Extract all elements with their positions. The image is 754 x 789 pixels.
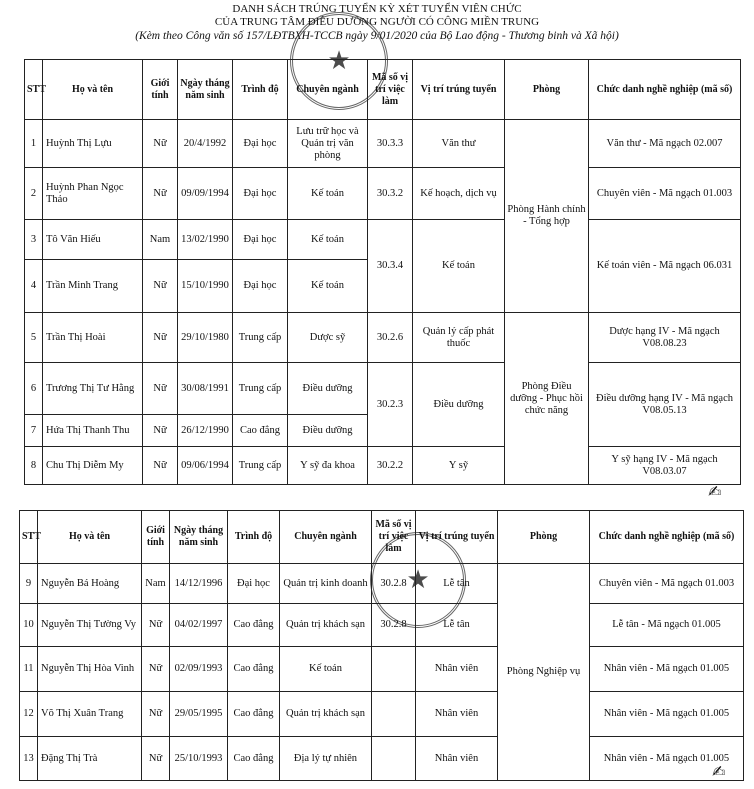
cell-stt: 6 [25,363,43,415]
cell-stt: 12 [20,692,38,737]
cell-level: Đại học [228,564,280,604]
cell-gender: Nữ [143,313,178,363]
table-row [20,564,744,604]
cell-major: Kế toán [280,647,372,692]
col-dob: Ngày tháng năm sinh [178,60,233,120]
cell-code: 30.2.3 [368,363,413,447]
cell-name: Võ Thị Xuân Trang [38,692,142,737]
stamp-star-icon: ★ [327,46,351,75]
cell-dob: 13/02/1990 [178,220,233,260]
cell-level: Trung cấp [233,313,288,363]
cell-major: Lưu trữ học và Quản trị văn phòng [288,120,368,168]
cell-name: Tô Văn Hiếu [43,220,143,260]
document-note: (Kèm theo Công văn số 157/LĐTBXH-TCCB ngày 9/01/2020 của Bộ Lao động - Thương binh và Xã hội) [135,30,619,42]
cell-position: Nhân viên [416,737,498,781]
cell-gender: Nữ [143,260,178,313]
cell-name: Nguyễn Thị Hòa Vinh [38,647,142,692]
cell-major: Quản trị kinh doanh [280,564,372,604]
col-name: Họ và tên [43,60,143,120]
table-row [20,692,744,737]
cell-name: Hứa Thị Thanh Thu [43,415,143,447]
cell-dob: 15/10/1990 [178,260,233,313]
cell-title: Văn thư - Mã ngạch 02.007 [589,120,741,168]
cell-name: Nguyễn Thị Tường Vy [38,604,142,647]
table-row [25,447,741,485]
document-subtitle: CỦA TRUNG TÂM ĐIỀU DƯỠNG NGƯỜI CÓ CÔNG MIỀN TRUNG [214,16,540,28]
table-row [25,220,741,260]
col-name: Họ và tên [38,511,142,564]
recruit-table-1 [24,59,741,485]
cell-gender: Nữ [142,647,170,692]
cell-gender: Nữ [142,604,170,647]
cell-title: Y sỹ hạng IV - Mã ngạch V08.03.07 [589,447,741,485]
cell-gender: Nữ [142,737,170,781]
cell-code: 30.3.2 [368,168,413,220]
col-title: Chức danh nghề nghiệp (mã số) [590,511,744,564]
col-stt: STT [25,60,43,120]
cell-level: Đại học [233,260,288,313]
cell-name: Đặng Thị Trà [38,737,142,781]
cell-gender: Nữ [143,168,178,220]
cell-position: Lễ tân [416,604,498,647]
cell-name: Nguyễn Bá Hoàng [38,564,142,604]
cell-major: Kế toán [288,220,368,260]
cell-level: Cao đẳng [228,692,280,737]
cell-code [372,692,416,737]
cell-gender: Nữ [143,120,178,168]
cell-level: Trung cấp [233,363,288,415]
cell-gender: Nam [142,564,170,604]
cell-stt: 9 [20,564,38,604]
cell-level: Cao đẳng [233,415,288,447]
cell-dob: 29/10/1980 [178,313,233,363]
col-title: Chức danh nghề nghiệp (mã số) [589,60,741,120]
table-header-row [25,60,741,120]
cell-name: Trần Minh Trang [43,260,143,313]
col-major: Chuyên ngành [280,511,372,564]
cell-major: Kế toán [288,260,368,313]
cell-code [372,647,416,692]
cell-gender: Nữ [143,363,178,415]
cell-position: Điều dưỡng [413,363,505,447]
cell-dept-service: Phòng Nghiệp vụ [498,564,590,781]
cell-name: Trần Thị Hoài [43,313,143,363]
col-level: Trình độ [228,511,280,564]
recruit-table-2 [19,510,744,781]
cell-title: Nhân viên - Mã ngạch 01.005 [590,647,744,692]
cell-title: Nhân viên - Mã ngạch 01.005 [590,692,744,737]
cell-level: Cao đẳng [228,647,280,692]
cell-major: Địa lý tự nhiên [280,737,372,781]
cell-gender: Nữ [143,447,178,485]
cell-code: 30.3.4 [368,220,413,313]
cell-gender: Nữ [143,415,178,447]
signature-mark-2: ✍ [712,762,726,781]
cell-dept-admin: Phòng Hành chính - Tổng hợp [505,120,589,313]
cell-level: Đại học [233,120,288,168]
cell-dob: 20/4/1992 [178,120,233,168]
cell-gender: Nam [143,220,178,260]
cell-stt: 11 [20,647,38,692]
cell-major: Điều dưỡng [288,363,368,415]
cell-level: Cao đẳng [228,737,280,781]
cell-name: Trương Thị Tư Hằng [43,363,143,415]
cell-major: Quản trị khách sạn [280,604,372,647]
cell-title: Chuyên viên - Mã ngạch 01.003 [589,168,741,220]
cell-title: Dược hạng IV - Mã ngạch V08.08.23 [589,313,741,363]
cell-dob: 04/02/1997 [170,604,228,647]
cell-code: 30.2.8 [372,564,416,604]
cell-level: Cao đẳng [228,604,280,647]
cell-name: Huỳnh Phan Ngọc Thảo [43,168,143,220]
cell-name: Huỳnh Thị Lựu [43,120,143,168]
cell-stt: 13 [20,737,38,781]
cell-level: Đại học [233,220,288,260]
col-code: Mã số vị trí việc làm [372,511,416,564]
cell-major: Y sỹ đa khoa [288,447,368,485]
cell-position: Kế toán [413,220,505,313]
cell-dob: 25/10/1993 [170,737,228,781]
cell-stt: 8 [25,447,43,485]
cell-major: Quản trị khách sạn [280,692,372,737]
cell-level: Đại học [233,168,288,220]
cell-dob: 14/12/1996 [170,564,228,604]
cell-code: 30.2.2 [368,447,413,485]
cell-dob: 09/09/1994 [178,168,233,220]
cell-major: Dược sỹ [288,313,368,363]
cell-code [372,737,416,781]
signature-mark-1: ✍ [708,482,722,501]
cell-stt: 5 [25,313,43,363]
col-gender: Giới tính [143,60,178,120]
table-row [20,647,744,692]
cell-position: Quản lý cấp phát thuốc [413,313,505,363]
col-stt: STT [20,511,38,564]
table-row [20,604,744,647]
table-row [25,120,741,168]
cell-stt: 10 [20,604,38,647]
col-dept: Phòng [505,60,589,120]
cell-stt: 3 [25,220,43,260]
cell-major: Điều dưỡng [288,415,368,447]
cell-title: Lễ tân - Mã ngạch 01.005 [590,604,744,647]
cell-title: Nhân viên - Mã ngạch 01.005 [590,737,744,781]
table-header-row [20,511,744,564]
cell-stt: 1 [25,120,43,168]
cell-position: Văn thư [413,120,505,168]
col-major: Chuyên ngành [288,60,368,120]
col-dept: Phòng [498,511,590,564]
col-position: Vị trí trúng tuyển [413,60,505,120]
cell-title: Kế toán viên - Mã ngạch 06.031 [589,220,741,313]
cell-gender: Nữ [142,692,170,737]
col-dob: Ngày tháng năm sinh [170,511,228,564]
cell-stt: 2 [25,168,43,220]
col-gender: Giới tính [142,511,170,564]
cell-position: Nhân viên [416,647,498,692]
cell-position: Y sỹ [413,447,505,485]
document-title: DANH SÁCH TRÚNG TUYỂN KỲ XÉT TUYỂN VIÊN CHỨC [232,3,522,15]
col-position: Vị trí trúng tuyển [416,511,498,564]
col-code: Mã số vị trí việc làm [368,60,413,120]
cell-code: 30.3.3 [368,120,413,168]
cell-title: Chuyên viên - Mã ngạch 01.003 [590,564,744,604]
cell-dob: 26/12/1990 [178,415,233,447]
cell-level: Trung cấp [233,447,288,485]
table-row [25,168,741,220]
cell-position: Lễ tân [416,564,498,604]
cell-dob: 30/08/1991 [178,363,233,415]
cell-stt: 4 [25,260,43,313]
cell-dob: 29/05/1995 [170,692,228,737]
cell-dept-nursing: Phòng Điều dưỡng - Phục hồi chức năng [505,313,589,485]
cell-dob: 09/06/1994 [178,447,233,485]
cell-code: 30.2.6 [368,313,413,363]
cell-major: Kế toán [288,168,368,220]
cell-name: Chu Thị Diễm My [43,447,143,485]
table-row [20,737,744,781]
cell-stt: 7 [25,415,43,447]
cell-position: Kế hoạch, dịch vụ [413,168,505,220]
cell-code: 30.2.8 [372,604,416,647]
cell-title: Điều dưỡng hạng IV - Mã ngạch V08.05.13 [589,363,741,447]
col-level: Trình độ [233,60,288,120]
stamp-star-icon: ★ [406,565,430,594]
cell-dob: 02/09/1993 [170,647,228,692]
table-row [25,313,741,363]
cell-position: Nhân viên [416,692,498,737]
table-row [25,363,741,415]
